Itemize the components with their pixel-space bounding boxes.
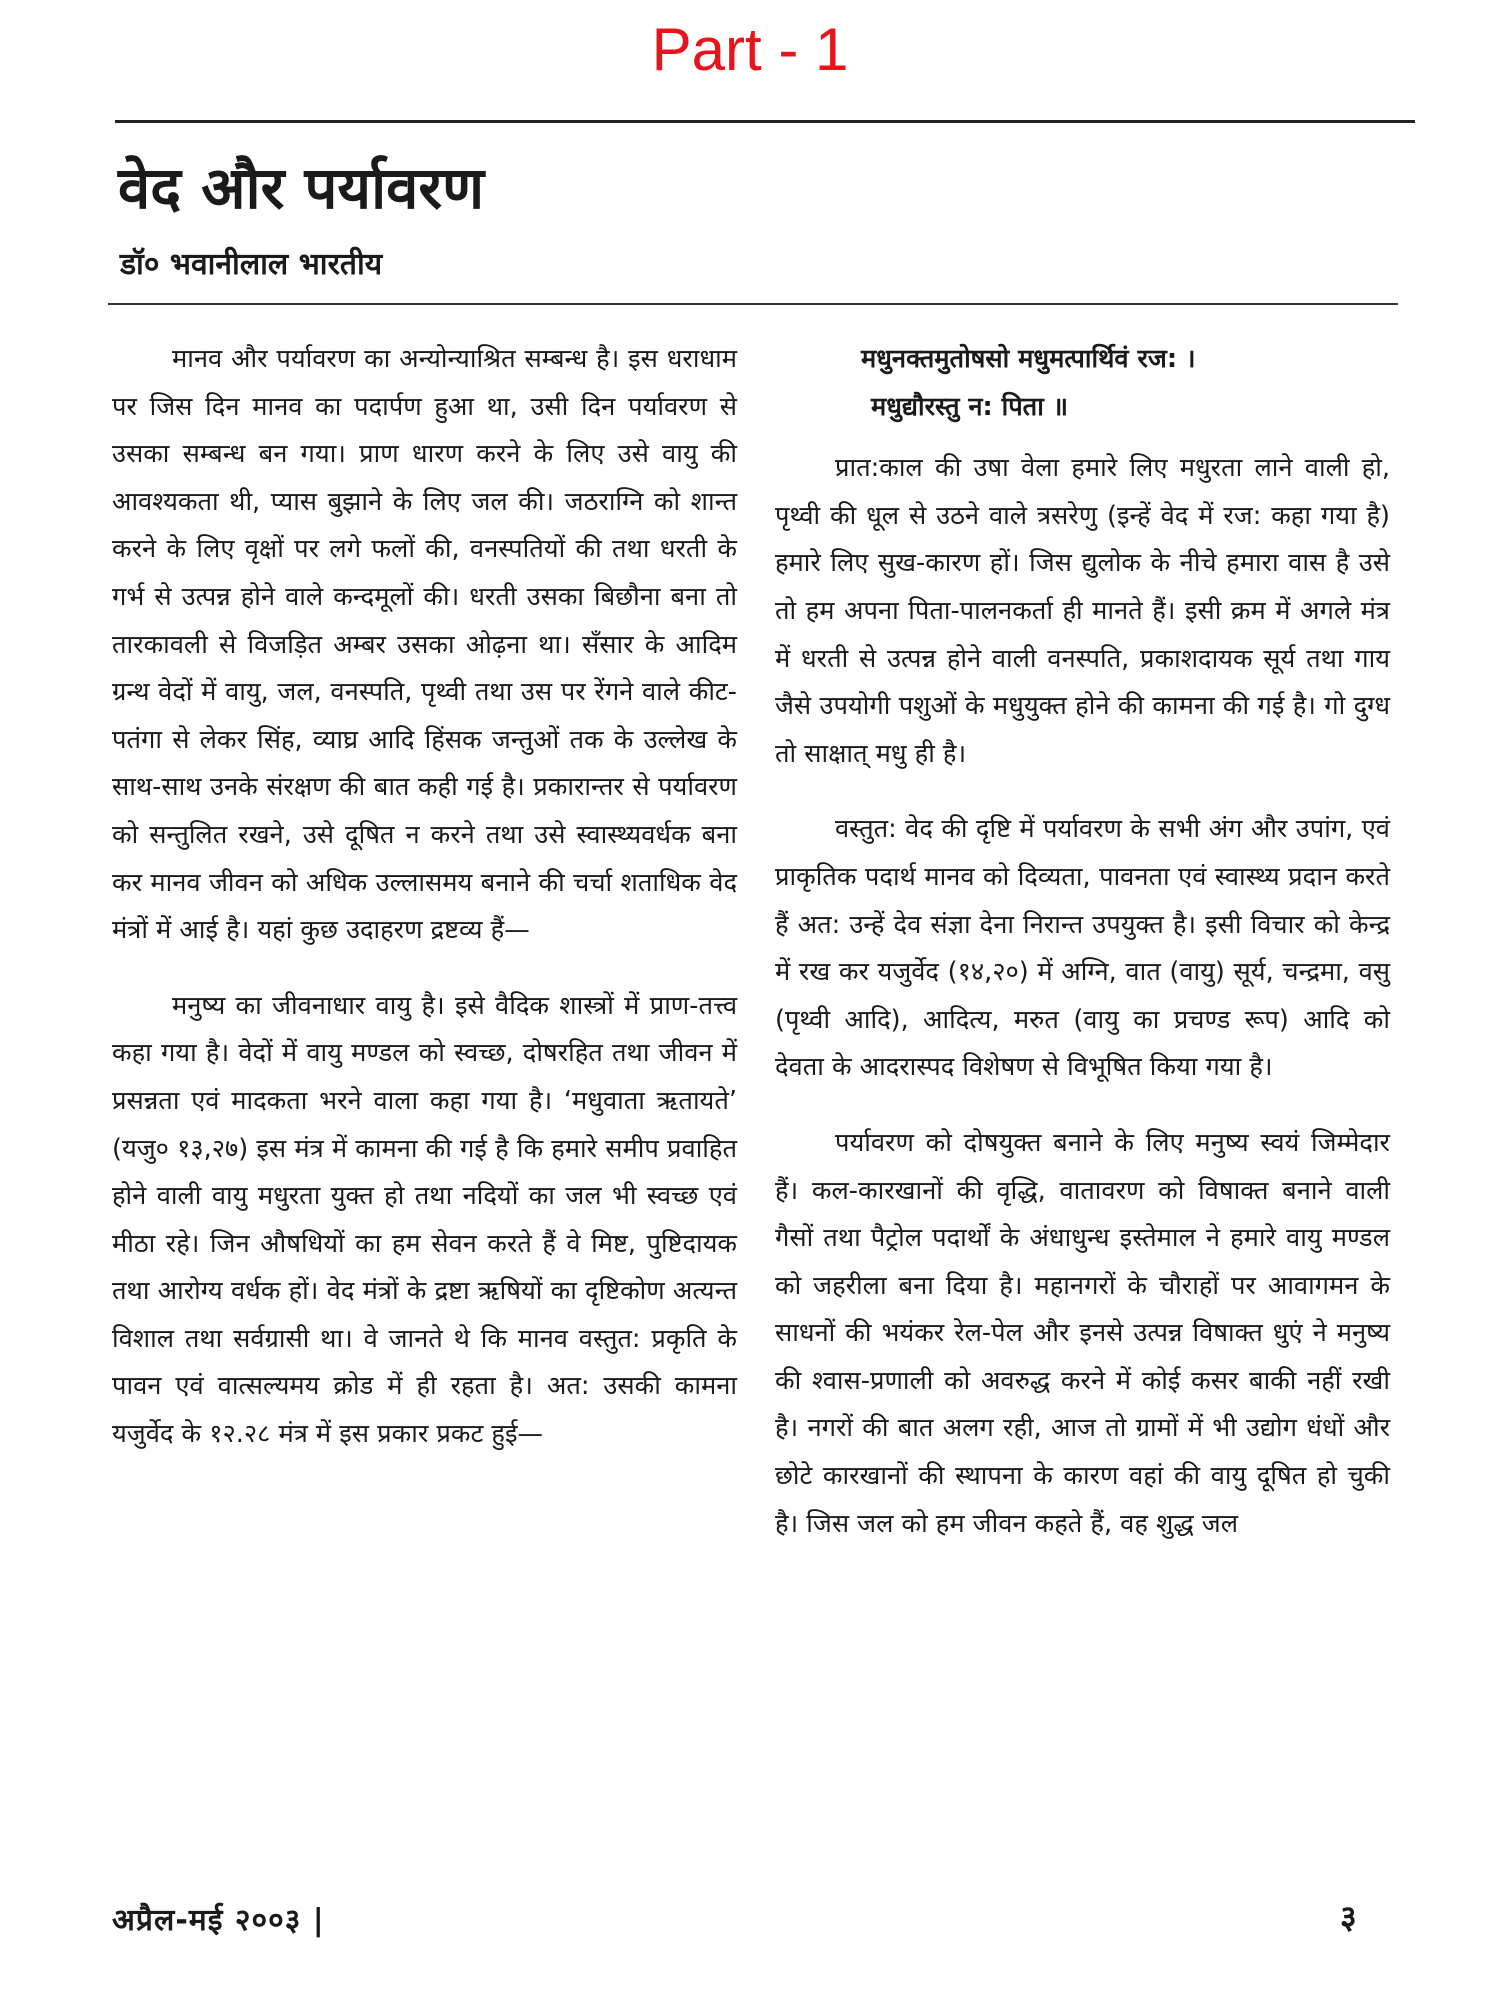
paragraph: मानव और पर्यावरण का अन्योन्याश्रित सम्बन्ध है। इस धराधाम पर जिस दिन मानव का पदार्पण हुआ था, उसी दिन पर्यावरण से उसका सम्बन्ध बन गया। प्राण धारण करने के लिए उसे वायु की आवश्यकता थी, प्यास बुझाने के लिए जल की। जठराग्नि को शान्त करने के लिए वृक्षों पर लगे फलों की, वनस्पतियों की तथा धरती के गर्भ से उत्पन्न होने वाले कन्दमूलों की। धरती उसका बिछौना बना तो तारकावली से विजड़ित अम्बर उसका ओढ़ना था। सँसार के आदिम ग्रन्थ वेदों में वायु, जल, वनस्पति, पृथ्वी तथा उस पर रेंगने वाले कीट-पतंगा से लेकर सिंह, व्याघ्र आदि हिंसक जन्तुओं तक के उल्लेख के साथ-साथ उनके संरक्षण की बात कही गई है। प्रकारान्तर से पर्यावरण को सन्तुलित रखने, उसे दूषित न करने तथा उसे स्वास्थ्यवर्धक बना कर मानव जीवन को अधिक उल्लासमय बनाने की चर्चा शताधिक वेद मंत्रों में आई है। यहां कुछ उदाहरण द्रष्टव्य हैं— <box>112 344 737 946</box>
paragraph: पर्यावरण को दोषयुक्त बनाने के लिए मनुष्य स्वयं जिम्मेदार हैं। कल-कारखानों की वृद्धि, वातावरण को विषाक्त बनाने वाली गैसों तथा पैट्रोल पदार्थों के अंधाधुन्ध इस्तेमाल ने हमारे वायु मण्डल को जहरीला बना दिया है। महानगरों के चौराहों पर आवागमन के साधनों की भयंकर रेल-पेल और इनसे उत्पन्न विषाक्त धुएं ने मनुष्य की श्वास-प्रणाली को अवरुद्ध करने में कोई कसर बाकी नहीं रखी है। नगरों की बात अलग रही, आज तो ग्रामों में भी उद्योग धंधों और छोटे कारखानों की स्थापना के कारण वहां की वायु दूषित हो चुकी है। जिस जल को हम जीवन कहते हैं, वह शुद्ध जल <box>775 1127 1390 1539</box>
top-divider <box>115 120 1415 123</box>
page-number: ३ <box>1340 1898 1357 1936</box>
right-column <box>775 336 1390 1548</box>
article-author: डॉ० भवानीलाल भारतीय <box>120 247 383 282</box>
verse-block <box>861 336 1390 431</box>
verse-line: मधुद्यौरस्तु न: पिता ॥ <box>871 391 1068 422</box>
paragraph: मनुष्य का जीवनाधार वायु है। इसे वैदिक शास्त्रों में प्राण-तत्त्व कहा गया है। वेदों में वायु मण्डल को स्वच्छ, दोषरहित तथा जीवन में प्रसन्नता एवं मादकता भरने वाला कहा गया है। ‘मधुवाता ऋतायते’ (यजु० १३,२७) इस मंत्र में कामना की गई है कि हमारे समीप प्रवाहित होने वाली वायु मधुरता युक्त हो तथा नदियों का जल भी स्वच्छ एवं मीठा रहे। जिन औषधियों का हम सेवन करते हैं वे मिष्ट, पुष्टिदायक तथा आरोग्य वर्धक हों। वेद मंत्रों के द्रष्टा ऋषियों का दृष्टिकोण अत्यन्त विशाल तथा सर्वग्रासी था। वे जानते थे कि मानव वस्तुत: प्रकृति के पावन एवं वात्सल्यमय क्रोड में ही रहता है। अत: उसकी कामना यजुर्वेद के १२.२८ मंत्र में इस प्रकार प्रकट हुई— <box>112 990 737 1450</box>
paragraph: प्रात:काल की उषा वेला हमारे लिए मधुरता लाने वाली हो, पृथ्वी की धूल से उठने वाले त्रसरेणु (इन्हें वेद में रज: कहा गया है) हमारे लिए सुख-कारण हों। जिस द्युलोक के नीचे हमारा वास है उसे तो हम अपना पिता-पालनकर्ता ही मानते हैं। इसी क्रम में अगले मंत्र में धरती से उत्पन्न होने वाली वनस्पति, प्रकाशदायक सूर्य तथा गाय जैसे उपयोगी पशुओं के मधुयुक्त होने की कामना की गई है। गो दुग्ध तो साक्षात् मधु ही है। <box>775 453 1390 769</box>
header-divider <box>108 303 1398 305</box>
paragraph: वस्तुत: वेद की दृष्टि में पर्यावरण के सभी अंग और उपांग, एवं प्राकृतिक पदार्थ मानव को दिव्यता, पावनता एवं स्वास्थ्य प्रदान करते हैं अत: उन्हें देव संज्ञा देना निरान्त उपयुक्त है। इसी विचार को केन्द्र में रख कर यजुर्वेद (१४,२०) में अग्नि, वात (वायु) सूर्य, चन्द्रमा, वसु (पृथ्वी आदि), आदित्य, मरुत (वायु का प्रचण्ड रूप) आदि को देवता के आदरास्पद विशेषण से विभूषित किया गया है। <box>775 814 1390 1083</box>
issue-date: अप्रैल-मई २००३ | <box>112 1903 325 1938</box>
verse-line: मधुनक्तमुतोषसो मधुमत्पार्थिवं रज: । <box>861 344 1196 374</box>
part-label: Part - 1 <box>651 16 849 83</box>
article-title: वेद और पर्यावरण <box>118 154 484 222</box>
left-column <box>112 336 737 1459</box>
